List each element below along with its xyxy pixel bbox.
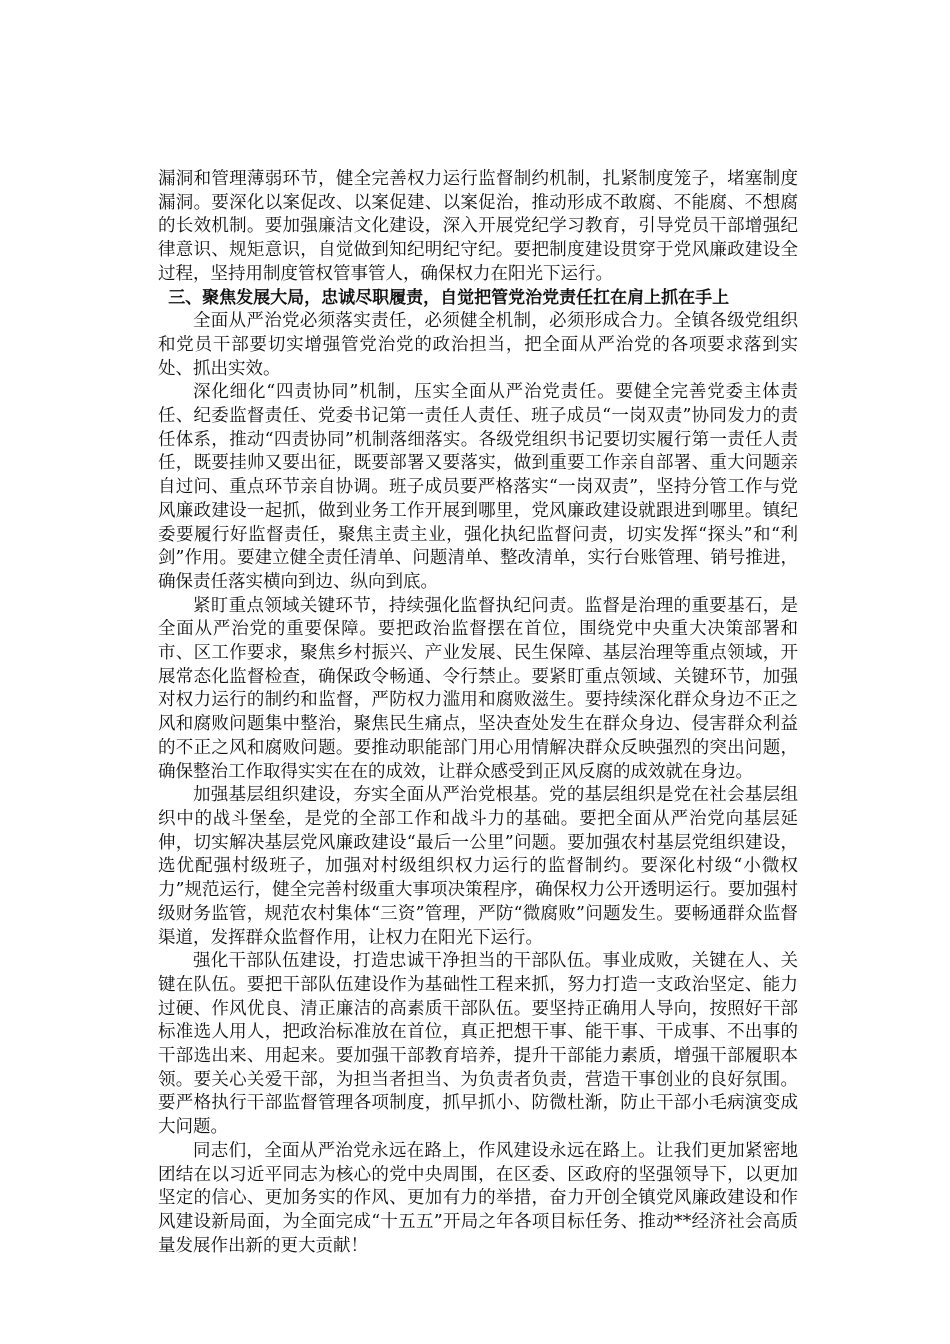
paragraph-cadre-team: 强化干部队伍建设，打造忠诚干净担当的干部队伍。事业成败，关键在人、关键在队伍。要把干部队伍建设作为基础性工程来抓，努力打造一支政治坚定、能力过硬、作风优良、清正廉洁的高素质干部队伍。要坚持正确用人导向，按照好干部标准选人用人，把政治标准放在首位，真正把想干事、能干事、干成事、不出事的干部选出来、用起来。要加强干部教育培养，提升干部能力素质，增强干部履职本领。要关心关爱干部，为担当者担当、为负责者负责，营造干事创业的良好氛围。要严格执行干部监督管理各项制度，抓早抓小、防微杜渐，防止干部小毛病演变成大问题。 [158,951,798,1138]
paragraph-four-duties: 深化细化“四责协同”机制，压实全面从严治党责任。要健全完善党委主体责任、纪委监督责任、党委书记第一责任人责任、班子成员“一岗双责”协同发力的责任体系，推动“四责协同”机制落细落实。各级党组织书记要切实履行第一责任人责任，既要挂帅又要出征，既要部署又要落实，做到重要工作亲自部署、重大问题亲自过问、重点环节亲自协调。班子成员要严格落实“一岗双责”，坚持分管工作与党风廉政建设一起抓，做到业务工作开展到哪里，党风廉政建设就跟进到哪里。镇纪委要履行好监督责任，聚焦主责主业，强化执纪监督问责，切实发挥“探头”和“利剑”作用。要建立健全责任清单、问题清单、整改清单，实行台账管理、销号推进，确保责任落实横向到边、纵向到底。 [158,382,798,592]
paragraph-closing: 同志们，全面从严治党永远在路上，作风建设永远在路上。让我们更加紧密地团结在以习近平同志为核心的党中央周围，在区委、区政府的坚强领导下，以更加坚定的信心、更加务实的作风、更加有力的举措，奋力开创全镇党风廉政建设和作风建设新局面，为全面完成“十五五”开局之年各项目标任务、推动**经济社会高质量发展作出新的更大贡献！ [158,1140,798,1256]
document-body [158,168,798,1258]
paragraph-supervision: 紧盯重点领域关键环节，持续强化监督执纪问责。监督是治理的重要基石，是全面从严治党的重要保障。要把政治监督摆在首位，围绕党中央重大决策部署和市、区工作要求，聚焦乡村振兴、产业发展、民生保障、基层治理等重点领域，开展常态化监督检查，确保政令畅通、令行禁止。要紧盯重点领域、关键环节，加强对权力运行的制约和监督，严防权力滥用和腐败滋生。要持续深化群众身边不正之风和腐败问题集中整治，聚焦民生痛点，坚决查处发生在群众身边、侵害群众利益的不正之风和腐败问题。要推动职能部门用心用情解决群众反映强烈的突出问题，确保整治工作取得实实在在的成效，让群众感受到正风反腐的成效就在身边。 [158,595,798,782]
section-heading-3: 三、聚焦发展大局，忠诚尽职履责，自觉把管党治党责任扛在肩上抓在手上 [168,287,730,308]
paragraph-responsibility-intro: 全面从严治党必须落实责任，必须健全机制，必须形成合力。全镇各级党组织和党员干部要切实增强管党治党的政治担当，把全面从严治党的各项要求落到实处、抓出实效。 [158,311,798,379]
paragraph-grassroots: 加强基层组织建设，夯实全面从严治党根基。党的基层组织是党在社会基层组织中的战斗堡垒，是党的全部工作和战斗力的基础。要把全面从严治党向基层延伸，切实解决基层党风廉政建设“最后一公里”问题。要加强农村基层党组织建设，选优配强村级班子，加强对村级组织权力运行的监督制约。要深化村级“小微权力”规范运行，健全完善村级重大事项决策程序，确保权力公开透明运行。要加强村级财务监管，规范农村集体“三资”管理，严防“微腐败”问题发生。要畅通群众监督渠道，发挥群众监督作用，让权力在阳光下运行。 [158,785,798,948]
paragraph-continuation: 漏洞和管理薄弱环节，健全完善权力运行监督制约机制，扎紧制度笼子，堵塞制度漏洞。要深化以案促改、以案促建、以案促治，推动形成不敢腐、不能腐、不想腐的长效机制。要加强廉洁文化建设，深入开展党纪学习教育，引导党员干部增强纪律意识、规矩意识，自觉做到知纪明纪守纪。要把制度建设贯穿于党风廉政建设全过程，坚持用制度管权管事管人，确保权力在阳光下运行。 [158,169,798,284]
